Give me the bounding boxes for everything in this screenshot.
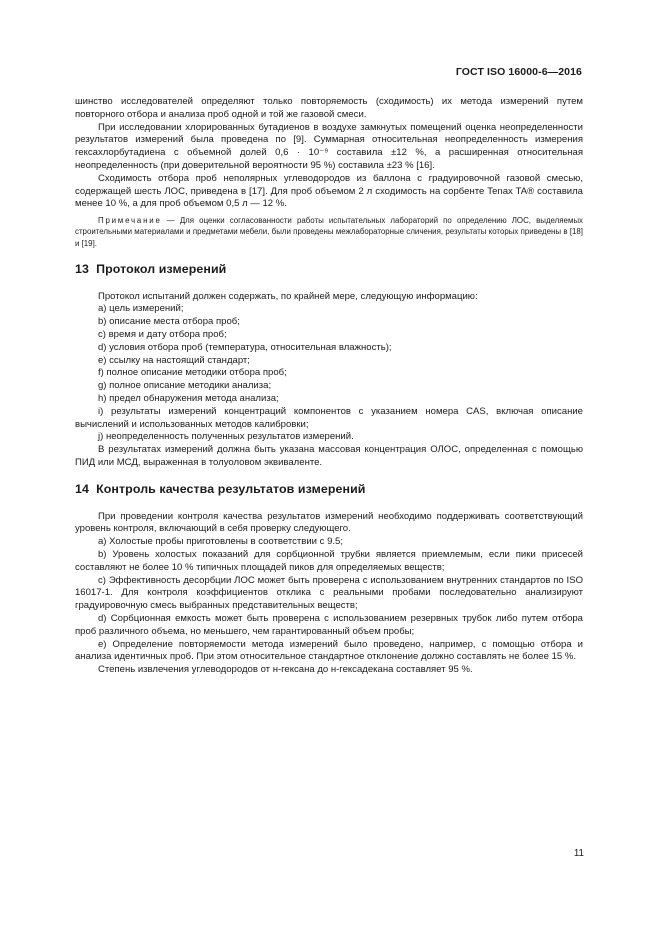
section-number: 13 [75, 261, 89, 276]
paragraph: В результатах измерений должна быть указана массовая концентрация ОЛОС, определенная с помощью ПИД или МСД, выраженная в толуоловом эквиваленте. [75, 444, 583, 468]
section-title: Контроль качества результатов измерений [96, 481, 366, 496]
paragraph: Сходимость отбора проб неполярных углеводородов из баллона с градуировочной газовой смесью, содержащей шесть ЛОС, приведена в [17]. Для проб объемом 2 л сходимость на сорбенте Tenax TA® составила менее 10 %, а для проб объемом 0,5 л — 12 %. [75, 172, 583, 210]
list-item: d) Сорбционная емкость может быть проверена с использованием резервных трубок либо путем отбора проб различного объема, но меньшего, чем гарантированный объем пробы; [75, 612, 583, 637]
list-item: e) Определение повторяемости метода измерений было проведено, например, с помощью отбора и анализа идентичных проб. При этом относительное стандартное отклонение должно составлять не более 15 %. [75, 638, 583, 663]
list-item: j) неопределенность полученных результатов измерений. [98, 431, 354, 443]
list-item: i) результаты измерений концентраций компонентов с указанием номера CAS, включая описание вычислений и использованных методов калибровки; [75, 405, 583, 430]
list-item: c) время и дату отбора проб; [98, 328, 227, 340]
list-item: d) условия отбора проб (температура, относительная влажность); [98, 341, 392, 353]
list-item: g) полное описание методики анализа; [98, 380, 272, 392]
note [75, 215, 583, 249]
list-item: b) описание места отбора проб; [98, 316, 240, 328]
note-text: — Для оценки согласованности работы испытательных лабораторий по определению ЛОС, выделяемых строительными материалами и предметами мебели, были проведены межлабораторные сличения, результаты которых приведены в [18] и [19]. [75, 216, 583, 248]
note-label: Примечание [98, 216, 162, 226]
paragraph: При проведении контроля качества результатов измерений необходимо поддерживать соответствующий уровень контроля, включающий в себя проверку следующего. [75, 510, 583, 535]
list-item: h) предел обнаружения метода анализа; [98, 392, 279, 404]
section-heading-14 [75, 483, 583, 496]
document-body [75, 96, 583, 677]
document-header: ГОСТ ISO 16000-6—2016 [455, 66, 582, 78]
list-item: a) цель измерений; [98, 303, 184, 315]
paragraph: При исследовании хлорированных бутадиенов в воздухе замкнутых помещений оценка неопределенности результатов измерений была проведена по [9]. Суммарная относительная неопределенность измерения гексахлорбутадиена с объемной долей 0,6 · 10⁻⁹ составила ±12 %, а расширенная относительная неопределенность (при доверительной вероятности 95 %) составила ±23 % [16]. [75, 121, 583, 171]
section-heading-13 [75, 263, 583, 276]
list-item: e) ссылку на настоящий стандарт; [98, 354, 250, 366]
page-number: 11 [573, 848, 584, 859]
list-item: c) Эффективность десорбции ЛОС может быть проверена с использованием внутренних стандартов по ISO 16017-1. Для контроля коэффициентов отклика с реальными пробами последовательно анализируют градуировочную смесь выбранных представительных веществ; [75, 574, 584, 612]
paragraph: Степень извлечения углеводородов от н-гексана до н-гексадекана составляет 95 %. [98, 664, 473, 676]
paragraph: Протокол испытаний должен содержать, по крайней мере, следующую информацию: [98, 290, 478, 302]
list-item: a) Холостые пробы приготовлены в соответствии с 9.5; [98, 536, 344, 548]
list-item: f) полное описание методики отбора проб; [98, 367, 287, 379]
section-title: Протокол измерений [96, 261, 227, 276]
paragraph: шинство исследователей определяют только повторяемость (сходимость) их метода измерений путем повторного отбора и анализа проб одной и той же газовой смеси. [75, 96, 583, 120]
section-number: 14 [75, 481, 89, 496]
list-item: b) Уровень холостых показаний для сорбционной трубки является приемлемым, если пики присесей составляют не более 10 % типичных площадей пиков для определяемых веществ; [75, 548, 583, 573]
